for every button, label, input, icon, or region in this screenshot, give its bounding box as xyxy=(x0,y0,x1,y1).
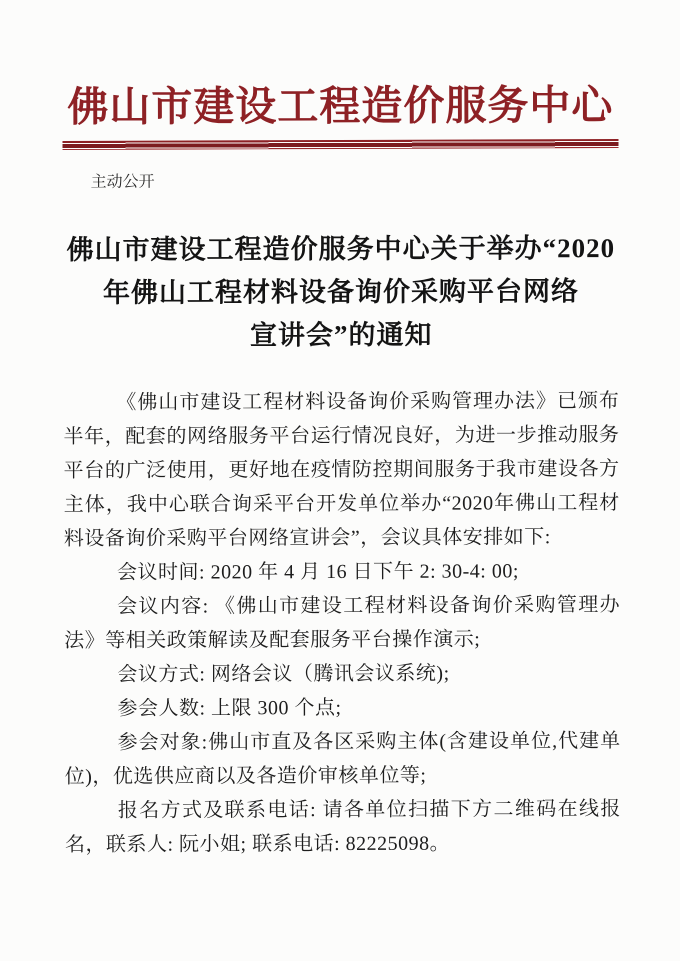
body-paragraph-attendee-limit: 参会人数: 上限 300 个点; xyxy=(117,696,342,720)
body-paragraph-registration-contact: 报名方式及联系电话: 请各单位扫描下方二维码在线报名，联系人: 阮小姐; 联系电话: 82225098。 xyxy=(64,798,621,856)
body-paragraph-meeting-time: 会议时间: 2020 年 4 月 16 日下午 2: 30-4: 00; xyxy=(116,560,519,584)
page-content xyxy=(62,0,621,862)
document-body xyxy=(63,384,621,862)
document-title-line-3: 宣讲会”的通知 xyxy=(249,319,433,351)
body-paragraph-intro: 《佛山市建设工程材料设备询价采购管理办法》已颁布半年，配套的网络服务平台运行情况良好，为进一步推动服务平台的广泛使用，更好地在疫情防控期间服务于我市建设各方主体，我中心联合询采平台开发单位举办“2020年佛山工程材料设备询价采购平台网络宣讲会”，会议具体安排如下: xyxy=(63,390,620,550)
body-paragraph-meeting-method: 会议方式: 网络会议（腾讯会议系统); xyxy=(117,662,450,686)
document-title-line-2: 年佛山工程材料设备询价采购平台网络 xyxy=(102,276,580,308)
document-title-line-1: 佛山市建设工程造价服务中心关于举办“2020 xyxy=(66,233,616,265)
body-paragraph-meeting-content: 会议内容: 《佛山市建设工程材料设备询价采购管理办法》等相关政策解读及配套服务平台操作演示; xyxy=(64,594,621,652)
document-title xyxy=(63,227,619,358)
body-paragraph-attendee-scope: 参会对象:佛山市直及各区采购主体(含建设单位,代建单位)，优选供应商以及各造价审核单位等; xyxy=(64,730,621,788)
disclosure-label: 主动公开 xyxy=(90,173,155,191)
letterhead-rule-divider xyxy=(62,139,618,150)
letterhead-title: 佛山市建设工程造价服务中心 xyxy=(67,82,614,130)
